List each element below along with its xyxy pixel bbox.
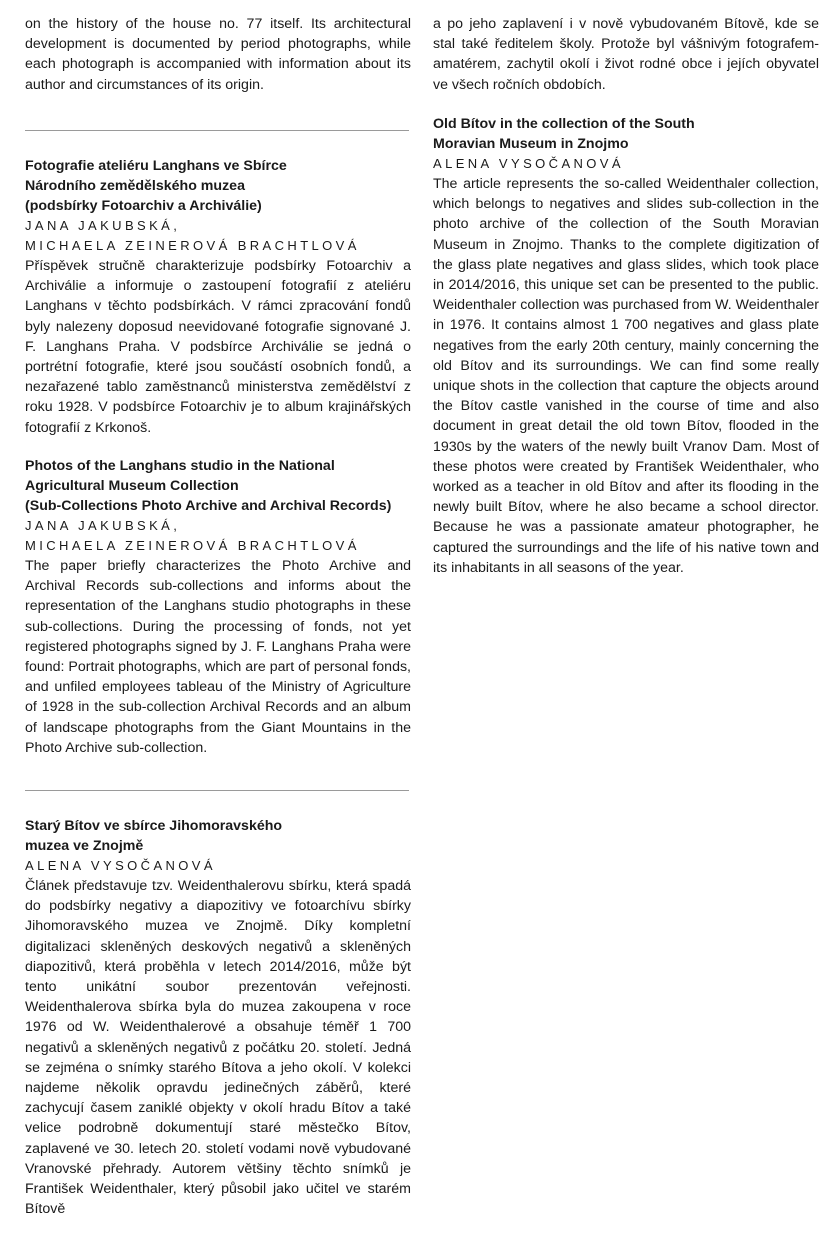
article-english-bitov xyxy=(433,114,819,578)
article-title-line: (Sub-Collections Photo Archive and Archival Records) xyxy=(25,498,392,514)
article-author-line: JANA JAKUBSKÁ, xyxy=(25,518,181,533)
section-divider xyxy=(25,130,409,131)
article-abstract: The paper briefly characterizes the Photo Archive and Archival Records sub-collections and informs about the representation of the Langhans studio photographs in these sub-collections. During the processing of fonds, not yet registered photographs signed by J. F. Langhans Praha were found: Portrait photographs, which are part of personal fonds, and unfiled employees tableau of the Ministry of Agriculture of 1928 in the sub-collection Archival Records and an album of landscape photographs from the Giant Mountains in the Photo Archive sub-collection. xyxy=(25,558,411,756)
article-title-line: Photos of the Langhans studio in the National xyxy=(25,458,335,474)
continuation-text: a po jeho zaplavení i v nově vybudovaném Bítově, kde se stal také ředitelem školy. Protože byl vášnivým fotografem-amatérem, zachytil okolí i život rodné obce i jejích obyvatel ve všech ročních obdobích. xyxy=(433,16,819,93)
article-title-line: Old Bítov in the collection of the South xyxy=(433,116,695,132)
article-czech-langhans xyxy=(25,156,411,438)
article-abstract: Příspěvek stručně charakterizuje podsbírky Fotoarchiv a Archiválie a informuje o zastoupení fotografií z ateliéru Langhans v těchto podsbírkách. V rámci zpracování fondů byly nalezeny doposud neevidované fotografie signované J. F. Langhans Praha. V podsbírce Archiválie se jedná o portrétní fotografie, které jsou součástí osobních fondů, a nezařazené tablo zaměstnanců ministerstva zemědělství z roku 1928. V podsbírce Fotoarchiv je to album krajinářských fotografií z Krkonoš. xyxy=(25,258,411,436)
article-abstract: Článek představuje tzv. Weidenthalerovu sbírku, která spadá do podsbírky negativy a diapozitivy ve fotoarchívu sbírky Jihomoravského muzea ve Znojmě. Díky kompletní digitalizaci skleněných deskových negativů a skleněných diapozitivů, která proběhla v letech 2014/2016, může být tento unikátní soubor prezentován veřejnosti. Weidenthalerova sbírka byla do muzea zakoupena v roce 1976 od W. Weidenthalerové a obsahuje téměř 1 700 negativů a skleněných negativů z počátku 20. století. Jedná se zejména o snímky starého Bítova a jeho okolí. V kolekci najdeme několik opravdu jedinečných záběrů, které zachycují časem zaniklé objekty v okolí hradu Bítov a také velice podrobně dokumentují staré městečko Bítov, zaplavené ve 30. letech 20. století vodami nově vybudované Vranovské přehrady. Autorem většiny těchto snímků je František Weidenthaler, který působil jako učitel ve starém Bítově xyxy=(25,878,411,1218)
article-author-line: JANA JAKUBSKÁ, xyxy=(25,218,181,233)
intro-paragraph xyxy=(25,14,411,95)
intro-text: on the history of the house no. 77 itself. Its architectural development is documented by period photographs, while each photograph is accompanied with information about its author and circumstances of its origin. xyxy=(25,16,411,93)
article-title-line: Národního zemědělského muzea xyxy=(25,178,245,194)
article-title-line: Moravian Museum in Znojmo xyxy=(433,136,629,152)
section-divider xyxy=(25,790,409,791)
article-author-line: MICHAELA ZEINEROVÁ BRACHTLOVÁ xyxy=(25,538,360,553)
article-czech-bitov xyxy=(25,816,411,1219)
article-title-line: Starý Bítov ve sbírce Jihomoravského xyxy=(25,818,283,834)
article-abstract: The article represents the so-called Weidenthaler collection, which belongs to negatives and slides sub-collection in the photo archive of the collection of the South Moravian Museum in Znojmo. Thanks to the complete digitization of the glass plate negatives and glass slides, which took place in 2014/2016, this unique set can be presented to the public. Weidenthaler collection was purchased from W. Weidenthaler in 1976. It contains almost 1 700 negatives and glass plate negatives from the early 20th century, mainly concerning the old Bítov and its surroundings. We can find some really unique shots in the collection that capture the objects around the Bítov castle vanished in the course of time and also document in great detail the old town Bítov, flooded in the 1930s by the waters of the newly built Vranov Dam. Most of these photos were created by František Weidenthaler, who worked as a teacher in old Bítov and after its flooding in the newly built Bítov, where he also became a school director. Because he was a passionate amateur photographer, he captured the surroundings and the life of his native town and its inhabitants in all seasons of the year. xyxy=(433,176,819,576)
article-author-line: ALENA VYSOČANOVÁ xyxy=(433,156,624,171)
article-title-line: muzea ve Znojmě xyxy=(25,838,144,854)
article-author-line: ALENA VYSOČANOVÁ xyxy=(25,858,216,873)
article-author-line: MICHAELA ZEINEROVÁ BRACHTLOVÁ xyxy=(25,238,360,253)
continuation-paragraph xyxy=(433,14,819,95)
article-title-line: Fotografie ateliéru Langhans ve Sbírce xyxy=(25,158,287,174)
article-title-line: (podsbírky Fotoarchiv a Archiválie) xyxy=(25,198,262,214)
article-english-langhans xyxy=(25,456,411,758)
article-title-line: Agricultural Museum Collection xyxy=(25,478,239,494)
